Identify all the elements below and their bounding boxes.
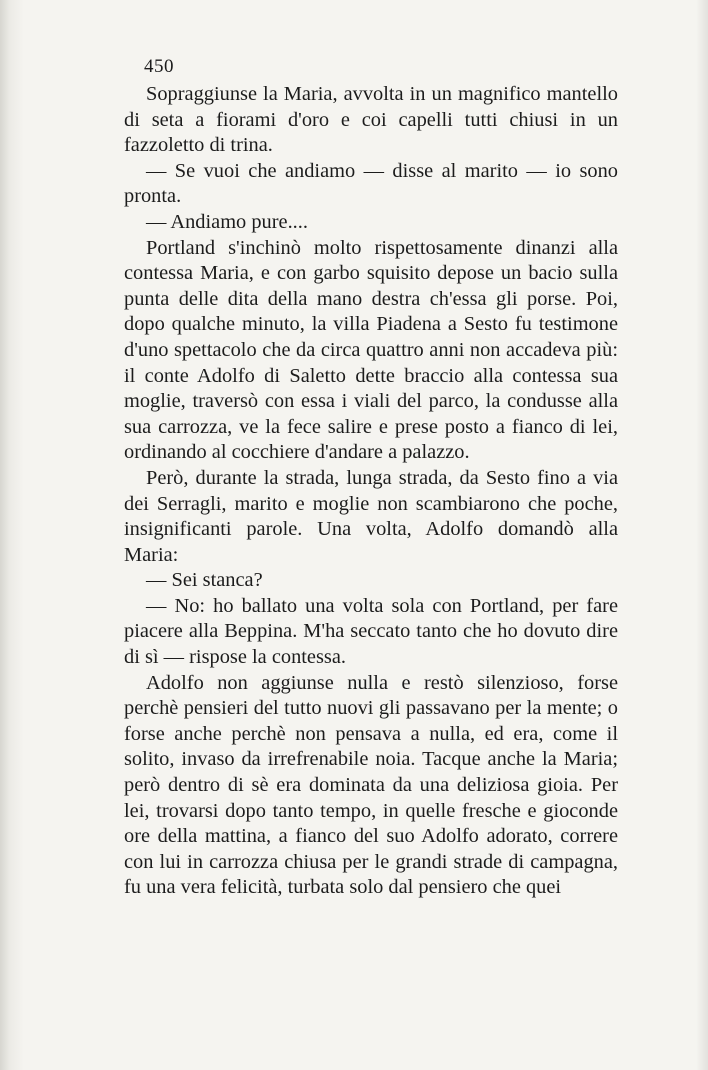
page-number: 450: [144, 56, 174, 77]
body-text: [124, 82, 618, 901]
paragraph-8: Adolfo non aggiunse nulla e restò silenzioso, forse perchè pensieri del tutto nuovi gli passavano per la mente; o forse anche perchè non pensava a nulla, ed era, come il solito, invaso da irrefrenabile noia. Tacque anche la Maria; però dentro di sè era dominata da una deliziosa gioia. Per lei, trovarsi dopo tanto tempo, in quelle fresche e gioconde ore della mattina, a fianco del suo Adolfo adorato, correre con lui in carrozza chiusa per le grandi strade di campagna, fu una vera felicità, turbata solo dal pensiero che quei: [124, 671, 618, 899]
paragraph-4: Portland s'inchinò molto rispettosamente dinanzi alla contessa Maria, e con garbo squisito depose un bacio sulla punta delle dita della mano destra ch'essa gli porse. Poi, dopo qualche minuto, la villa Piadena a Sesto fu testimone d'uno spettacolo che da circa quattro anni non accadeva più: il conte Adolfo di Saletto dette braccio alla contessa sua moglie, traversò con essa i viali del parco, la condusse alla sua carrozza, ve la fece salire e prese posto a fianco di lei, ordinando al cocchiere d'andare a palazzo.: [124, 236, 618, 464]
paragraph-5: Però, durante la strada, lunga strada, da Sesto fino a via dei Serragli, marito e moglie non scambiarono che poche, insignificanti parole. Una volta, Adolfo domandò alla Maria:: [124, 466, 618, 566]
paragraph-3: — Andiamo pure....: [146, 210, 308, 233]
paragraph-1: Sopraggiunse la Maria, avvolta in un magnifico mantello di seta a fiorami d'oro e coi capelli tutti chiusi in un fazzoletto di trina.: [124, 83, 618, 157]
paragraph-6: — Sei stanca?: [146, 569, 263, 592]
paragraph-7: — No: ho ballato una volta sola con Portland, per fare piacere alla Beppina. M'ha seccato tanto che ho dovuto dire di sì — rispose la contessa.: [124, 594, 618, 669]
page-gutter-shadow: [696, 0, 708, 1070]
paragraph-2: — Se vuoi che andiamo — disse al marito — io sono pronta.: [124, 159, 618, 208]
